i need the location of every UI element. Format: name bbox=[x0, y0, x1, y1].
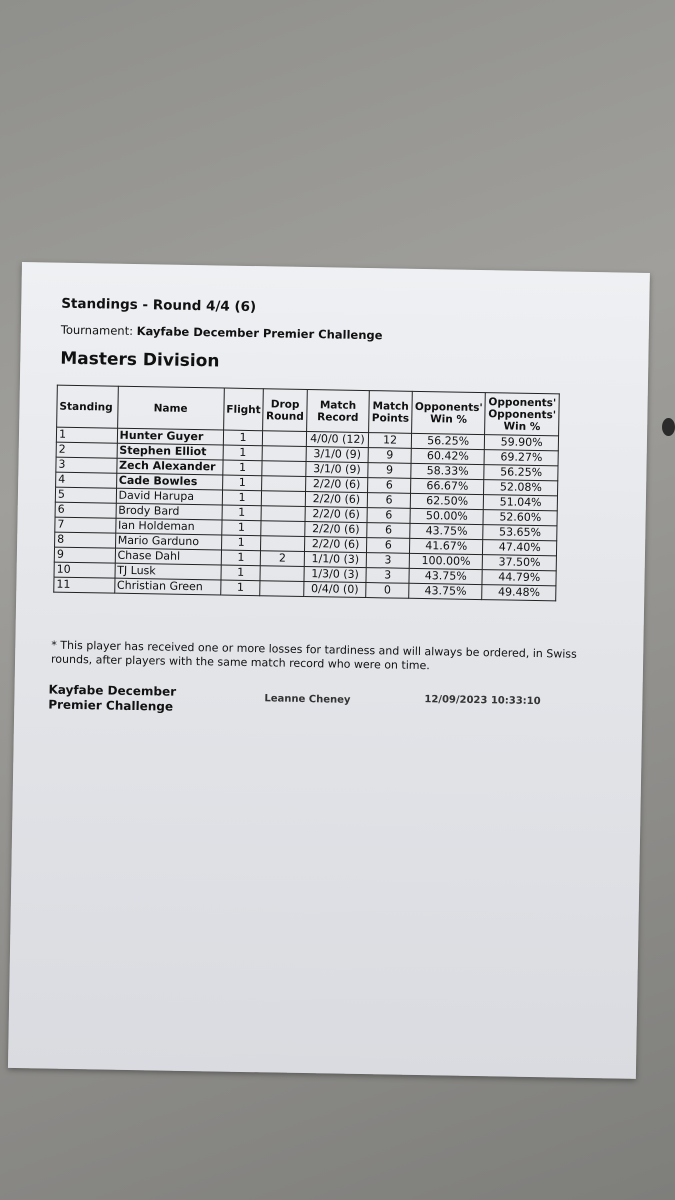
col-owp: Opponents' Win % bbox=[412, 391, 486, 434]
cell-standing: 2 bbox=[56, 442, 117, 458]
col-standing: Standing bbox=[57, 385, 118, 428]
cell-flight: 1 bbox=[221, 520, 261, 536]
cell-owp: 41.67% bbox=[409, 538, 483, 554]
cell-points: 12 bbox=[369, 433, 412, 449]
wall-screw bbox=[662, 418, 675, 436]
cell-name: David Harupa bbox=[116, 488, 222, 505]
footer-event-name bbox=[48, 683, 176, 715]
cell-oowp: 49.48% bbox=[482, 585, 556, 601]
cell-standing: 8 bbox=[55, 532, 116, 548]
cell-points: 6 bbox=[368, 478, 411, 494]
cell-record: 2/2/0 (6) bbox=[305, 476, 368, 492]
cell-oowp: 52.08% bbox=[484, 480, 558, 496]
tardiness-note: * This player has received one or more losses for tardiness and will always be ordered, in Swiss rounds, after players with the same match record who were on time. bbox=[50, 638, 577, 673]
cell-drop bbox=[260, 566, 303, 582]
cell-oowp: 44.79% bbox=[482, 570, 556, 586]
tournament-label: Tournament: bbox=[60, 322, 134, 338]
cell-points: 3 bbox=[366, 568, 409, 584]
cell-owp: 100.00% bbox=[409, 553, 483, 569]
cell-points: 9 bbox=[368, 463, 411, 479]
cell-drop bbox=[260, 581, 303, 597]
cell-owp: 56.25% bbox=[411, 433, 485, 449]
cell-standing: 3 bbox=[56, 457, 117, 473]
cell-standing: 10 bbox=[54, 562, 115, 578]
cell-points: 6 bbox=[367, 508, 410, 524]
cell-name: Ian Holdeman bbox=[115, 518, 221, 535]
cell-name: Cade Bowles bbox=[116, 473, 222, 490]
cell-standing: 11 bbox=[54, 577, 115, 593]
footer-user: Leanne Cheney bbox=[264, 693, 351, 706]
cell-drop bbox=[262, 506, 305, 522]
cell-record: 2/2/0 (6) bbox=[305, 506, 368, 522]
cell-drop bbox=[261, 521, 304, 537]
standings-table bbox=[53, 385, 560, 602]
cell-flight: 1 bbox=[222, 490, 262, 506]
cell-drop bbox=[263, 446, 306, 462]
cell-flight: 1 bbox=[221, 550, 261, 566]
tournament-name: Kayfabe December Premier Challenge bbox=[136, 324, 383, 343]
standings-sheet bbox=[8, 262, 650, 1079]
cell-name: Zech Alexander bbox=[116, 458, 222, 475]
cell-owp: 58.33% bbox=[411, 463, 485, 479]
cell-oowp: 51.04% bbox=[484, 495, 558, 511]
cell-oowp: 53.65% bbox=[483, 525, 557, 541]
cell-flight: 1 bbox=[221, 565, 261, 581]
division-heading: Masters Division bbox=[60, 348, 220, 372]
cell-record: 0/4/0 (0) bbox=[303, 581, 366, 597]
tournament-line bbox=[61, 323, 383, 343]
cell-oowp: 52.60% bbox=[483, 510, 557, 526]
cell-oowp: 56.25% bbox=[484, 465, 558, 481]
cell-name: TJ Lusk bbox=[115, 563, 221, 580]
cell-standing: 6 bbox=[55, 502, 116, 518]
cell-name: Stephen Elliot bbox=[117, 443, 223, 460]
cell-record: 2/2/0 (6) bbox=[304, 536, 367, 552]
cell-record: 4/0/0 (12) bbox=[306, 431, 369, 447]
cell-record: 1/3/0 (3) bbox=[304, 566, 367, 582]
footer-event-line2: Premier Challenge bbox=[48, 697, 174, 714]
cell-points: 9 bbox=[368, 448, 411, 464]
col-name: Name bbox=[117, 386, 224, 430]
footer-timestamp: 12/09/2023 10:33:10 bbox=[424, 694, 541, 708]
cell-record: 3/1/0 (9) bbox=[305, 461, 368, 477]
cell-drop: 2 bbox=[261, 551, 304, 567]
cell-standing: 1 bbox=[56, 427, 117, 443]
cell-owp: 43.75% bbox=[409, 583, 483, 599]
cell-owp: 66.67% bbox=[411, 478, 485, 494]
cell-oowp: 37.50% bbox=[483, 555, 557, 571]
cell-oowp: 69.27% bbox=[485, 450, 559, 466]
cell-owp: 43.75% bbox=[410, 523, 484, 539]
cell-name: Brody Bard bbox=[116, 503, 222, 520]
col-drop-round: Drop Round bbox=[263, 389, 307, 432]
cell-flight: 1 bbox=[223, 430, 263, 446]
cell-drop bbox=[262, 476, 305, 492]
cell-standing: 7 bbox=[55, 517, 116, 533]
cell-points: 6 bbox=[368, 493, 411, 509]
cell-oowp: 59.90% bbox=[485, 435, 559, 451]
cell-record: 1/1/0 (3) bbox=[304, 551, 367, 567]
cell-name: Hunter Guyer bbox=[117, 428, 223, 445]
footer-event-line1: Kayfabe December bbox=[48, 682, 177, 699]
cell-owp: 50.00% bbox=[410, 508, 484, 524]
col-match-points: Match Points bbox=[369, 391, 412, 434]
cell-standing: 5 bbox=[55, 487, 116, 503]
cell-drop bbox=[263, 431, 306, 447]
cell-owp: 60.42% bbox=[411, 448, 485, 464]
cell-owp: 62.50% bbox=[410, 493, 484, 509]
cell-points: 3 bbox=[367, 553, 410, 569]
cell-name: Chase Dahl bbox=[115, 548, 221, 565]
cell-record: 2/2/0 (6) bbox=[304, 521, 367, 537]
cell-flight: 1 bbox=[222, 505, 262, 521]
cell-flight: 1 bbox=[220, 580, 260, 596]
cell-points: 6 bbox=[367, 538, 410, 554]
cell-flight: 1 bbox=[221, 535, 261, 551]
cell-drop bbox=[262, 461, 305, 477]
col-oowp: Opponents' Opponents' Win % bbox=[485, 393, 559, 436]
cell-flight: 1 bbox=[223, 445, 263, 461]
cell-points: 6 bbox=[367, 523, 410, 539]
cell-standing: 4 bbox=[56, 472, 117, 488]
cell-oowp: 47.40% bbox=[483, 540, 557, 556]
page-title: Standings - Round 4/4 (6) bbox=[61, 295, 257, 316]
col-flight: Flight bbox=[223, 388, 264, 431]
cell-name: Mario Garduno bbox=[115, 533, 221, 550]
cell-owp: 43.75% bbox=[409, 568, 483, 584]
cell-standing: 9 bbox=[54, 547, 115, 563]
cell-flight: 1 bbox=[222, 475, 262, 491]
cell-drop bbox=[261, 536, 304, 552]
col-match-record: Match Record bbox=[306, 389, 369, 432]
cell-flight: 1 bbox=[223, 460, 263, 476]
cell-drop bbox=[262, 491, 305, 507]
cell-record: 3/1/0 (9) bbox=[306, 446, 369, 462]
cell-points: 0 bbox=[366, 583, 409, 599]
cell-name: Christian Green bbox=[114, 578, 220, 595]
cell-record: 2/2/0 (6) bbox=[305, 491, 368, 507]
